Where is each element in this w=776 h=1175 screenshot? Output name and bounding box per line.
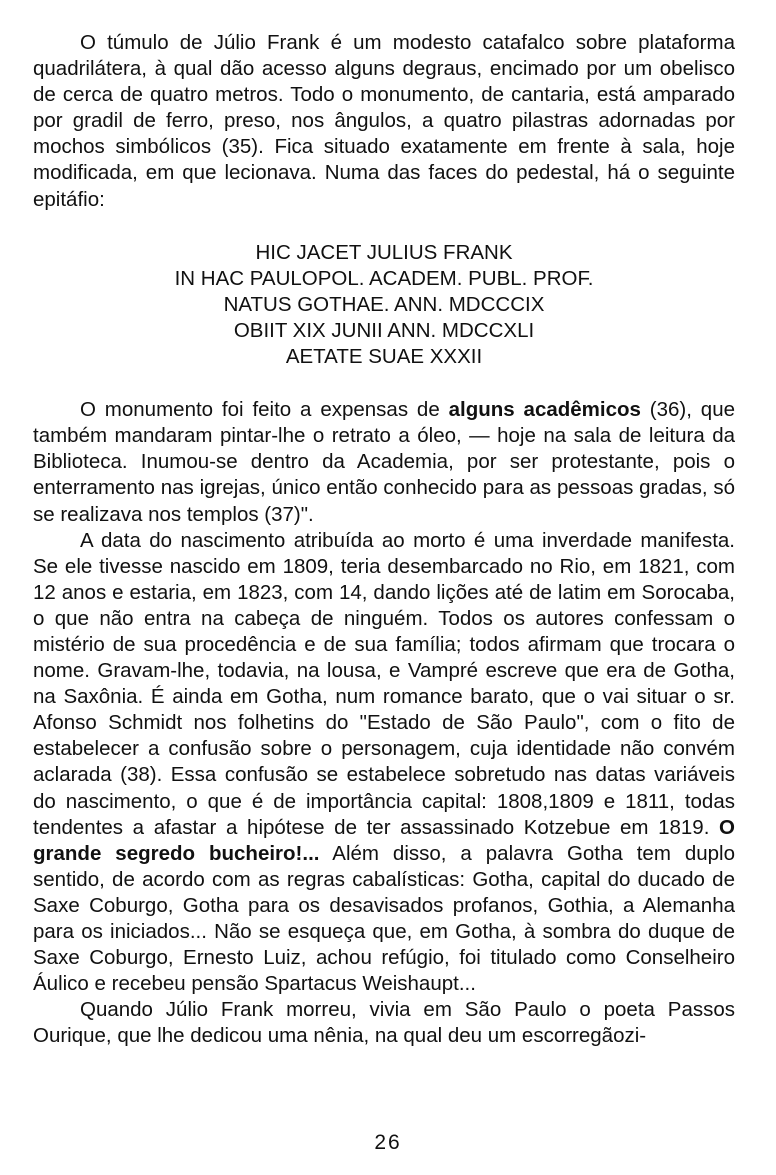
epitaph <box>33 240 735 370</box>
paragraph-monument-text-after: (36), que também mandaram pintar-lhe o retrato a óleo, — hoje na sala de leitura da Biblioteca. Inumou-se dentro da Academia, por ser protestante, pois o enterramento nas igrejas, único então conhecido para as pessoas gradas, só se realizava nos templos (37)". <box>33 398 736 526</box>
epitaph-line: OBIIT XIX JUNII ANN. MDCCXLI <box>233 318 535 342</box>
epitaph-line: NATUS GOTHAE. ANN. MDCCCIX <box>223 292 545 316</box>
paragraph-birth-date <box>33 528 735 998</box>
paragraph-birth-date-text-before: A data do nascimento atribuída ao morto é uma inverdade manifesta. Se ele tivesse nascido em 1809, teria desembarcado no Rio, em 1821, com 12 anos e estaria, em 1823, com 14, dando lições até de latim em Sorocaba, o que não entra na cabeça de ninguém. Todos os autores confessam o mistério de sua procedência e de sua família; todos afirmam que trocara o nome. Gravam-lhe, todavia, na lousa, e Vampré escreve que era de Gotha, na Saxônia. É ainda em Gotha, num romance barato, que o vai situar o sr. Afonso Schmidt nos folhetins do "Estado de São Paulo", com o fito de estabelecer a confusão sobre o personagem, cuja identidade não convém aclarada (38). Essa confusão se estabelece sobretudo nas datas variáveis do nascimento, o que é de importância capital: 1808,1809 e 1811, todas tendentes a afastar a hipótese de ter assassinado Kotzebue em 1819. <box>33 528 735 839</box>
paragraph-monument-text-before: O monumento foi feito a expensas de <box>80 398 449 422</box>
epitaph-line: HIC JACET JULIUS FRANK <box>255 240 513 264</box>
paragraph-birth-date-text-after: Além disso, a palavra Gotha tem duplo sentido, de acordo com as regras cabalísticas: Gotha, capital do ducado de Saxe Coburgo, Gotha para os desavisados profanos, Gothia, a Alemanha para os iniciados... Não se esqueça que, em Gotha, à sombra do duque de Saxe Coburgo, Ernesto Luiz, achou refúgio, foi titulado como Conselheiro Áulico e recebeu pensão Spartacus Weishaupt... <box>33 841 736 996</box>
page-body <box>33 30 735 1049</box>
paragraph-monument-bold: alguns acadêmicos <box>448 398 641 422</box>
epitaph-line: IN HAC PAULOPOL. ACADEM. PUBL. PROF. <box>174 266 594 290</box>
paragraph-monument <box>33 397 735 527</box>
page-number: 26 <box>374 1131 402 1154</box>
epitaph-line: AETATE SUAE XXXII <box>285 345 483 369</box>
paragraph-tomb-description: O túmulo de Júlio Frank é um modesto catafalco sobre plataforma quadrilátera, à qual dão acesso alguns degraus, encimado por um obelisco de cerca de quatro metros. Todo o monumento, de cantaria, está amparado por gradil de ferro, preso, nos ângulos, a quatro pilastras adornadas por mochos simbólicos (35). Fica situado exatamente em frente à sala, hoje modificada, em que lecionava. Numa das faces do pedestal, há o seguinte epitáfio: <box>33 31 735 211</box>
paragraph-birth-date-bold: O grande segredo bucheiro!... <box>33 815 735 865</box>
paragraph-passos-ourique: Quando Júlio Frank morreu, vivia em São Paulo o poeta Passos Ourique, que lhe dedicou uma nênia, na qual deu um escorregãozi- <box>33 998 735 1048</box>
